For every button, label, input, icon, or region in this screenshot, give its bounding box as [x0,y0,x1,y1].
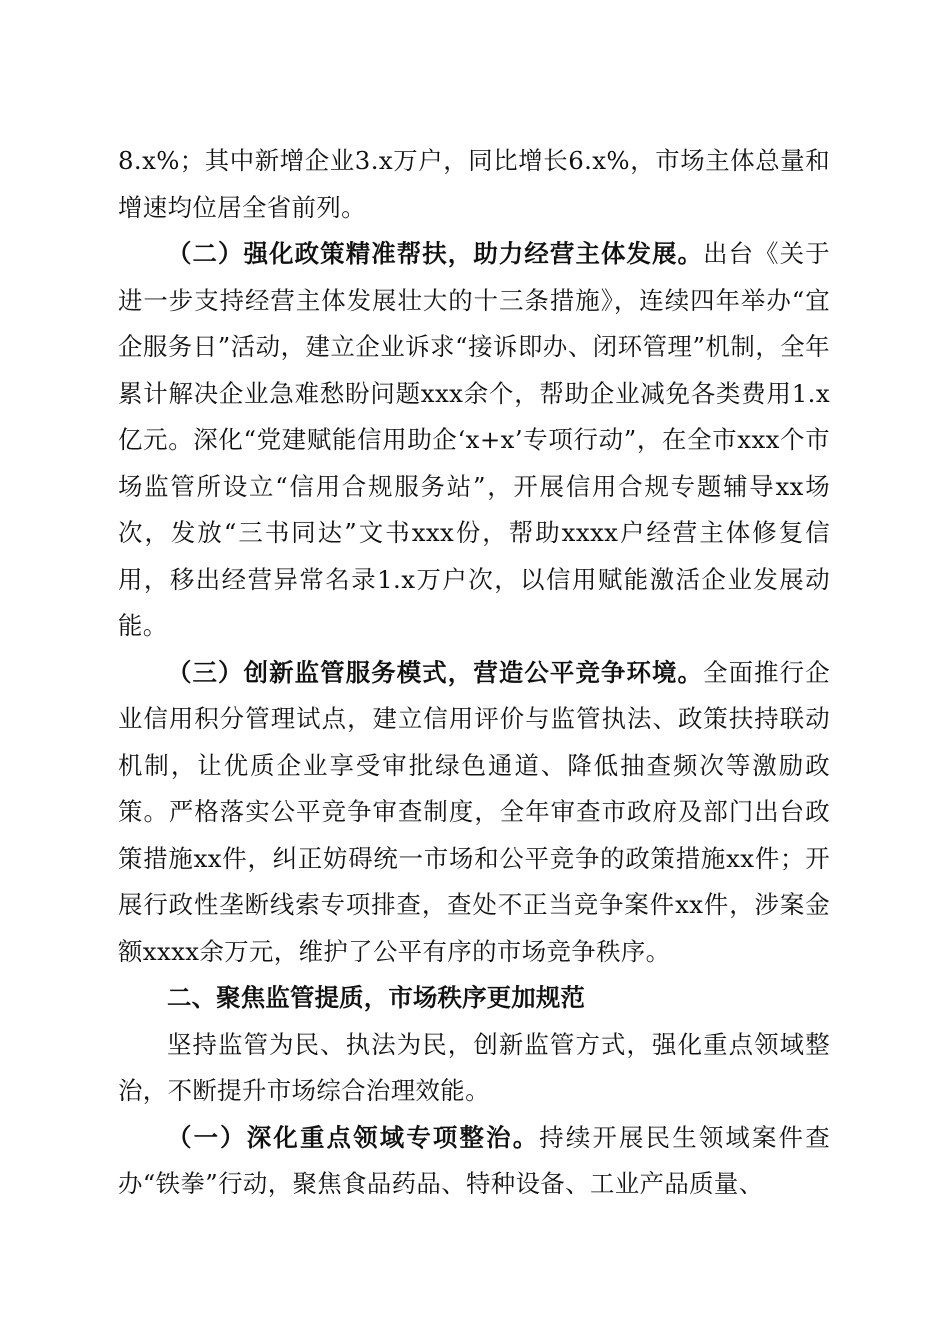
paragraph-lead-heading: （三）创新监管服务模式，营造公平竞争环境。 [167,657,704,687]
paragraph-lead-heading: （一）深化重点领域专项整治。 [167,1122,540,1152]
paragraph-text: 坚持监管为民、执法为民，创新监管方式，强化重点领域整治，不断提升市场综合治理效能。 [118,1029,830,1105]
section-heading-text: 二、聚焦监管提质，市场秩序更加规范 [167,983,586,1012]
paragraph-section-intro [118,1022,830,1115]
paragraph-text: 持续开展民生领域案件查办“铁拳”行动，聚焦食品药品、特种设备、工业产品质量、 [118,1122,830,1198]
paragraph-special-rectification [118,1115,830,1208]
paragraph-text: 8.x%；其中新增企业3.x万户，同比增长6.x%，市场主体总量和增速均位居全省前列。 [118,146,830,222]
document-body [118,138,830,1208]
paragraph-lead-heading: （二）强化政策精准帮扶，助力经营主体发展。 [167,239,704,268]
paragraph-regulatory-innovation [118,650,830,976]
paragraph-text: 全面推行企业信用积分管理试点，建立信用评价与监管执法、政策扶持联动机制，让优质企业享受审批绿色通道、降低抽查频次等激励政策。严格落实公平竞争审查制度，全年审查市政府及部门出台政策措施xx件，纠正妨碍统一市场和公平竞争的政策措施xx件；开展行政性垄断线索专项排查，查处不正当竞争案件xx件，涉案金额xxxx余万元，维护了公平有序的市场竞争秩序。 [118,657,830,966]
paragraph-continued [118,138,830,231]
paragraph-text: 出台《关于进一步支持经营主体发展壮大的十三条措施》，连续四年举办“宜企服务日”活动，建立企业诉求“接诉即办、闭环管理”机制，全年累计解决企业急难愁盼问题xxx余个，帮助企业减免各类费用1.x亿元。深化“党建赋能信用助企‘x+x’专项行动”，在全市xxx个市场监管所设立“信用合规服务站”，开展信用合规专题辅导xx场次，发放“三书同达”文书xxx份，帮助xxxx户经营主体修复信用，移出经营异常名录1.x万户次，以信用赋能激活企业发展动能。 [118,239,830,640]
paragraph-policy-support [118,231,830,650]
section-heading [118,975,830,1022]
